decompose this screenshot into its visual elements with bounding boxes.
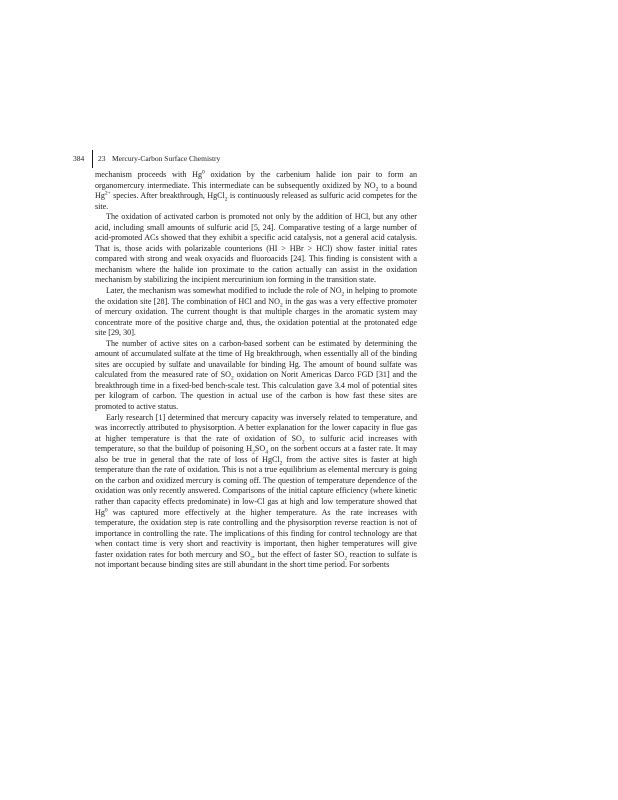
- paragraph-2: The oxidation of activated carbon is promoted not only by the addition of HCl, but any other acid, including small amounts of sulfuric acid [5, 24]. Comparative testing of a large number of acid-promoted ACs showed that they exhibit a specific acid catalysis, not a general acid catalysis. That is, those acids with polarizable counterions (HI > HBr > HCl) show faster initial rates compared with strong and weak oxyacids and fluoroacids [24]. This finding is consistent with a mechanism where the halide ion proximate to the cation actually can assist in the oxidation mechanism by stabilizing the incipient mercurinium ion forming in the transition state.: [95, 212, 417, 285]
- header-rule: [92, 150, 93, 168]
- paragraph-5: Early research [1] determined that mercury capacity was inversely related to temperature, and was incorrectly attributed to physisorption. A better explanation for the lower capacity in flue gas at higher temperature is that the rate of oxidation of $SO_2$ to sulfuric acid increases with temperature, so that the buildup of poisoning $H_2SO_4$ on the sorbent occurs at a faster rate. It may also be true in general that the rate of loss of HgCl$_2$ from the active sites is faster at high temperature than the rate of oxidation. This is not a true equilibrium as elemental mercury is going on the carbon and oxidized mercury is coming off. The question of temperature dependence of the oxidation was only recently answered. Comparisons of the initial capture efficiency (where kinetic rather than capacity effects predominate) in low-Cl gas at high and low temperature showed that Hg$^0$ was captured more effectively at the higher temperature. As the rate increases with temperature, the oxidation step is rate controlling and the physisorption reverse reaction is not of importance in controlling the rate. The implications of this finding for control technology are that when contact time is very short and reactivity is important, then higher temperatures will give faster oxidation rates for both mercury and $SO_2$, but the effect of faster $SO_2$ reaction to sulfate is not important because binding sites are still abundant in the short time period. For sorbents: [95, 412, 418, 570]
- chapter-number: 23: [98, 154, 106, 163]
- chapter-title: Mercury-Carbon Surface Chemistry: [112, 154, 221, 163]
- running-header: [73, 152, 221, 166]
- paragraph-3: Later, the mechanism was somewhat modified to include the role of $NO_2$ in helping to promote the oxidation site [28]. The combination of HCl and $NO_2$ in the gas was a very effective promoter of mercury oxidation. The current thought is that multiple charges in the aromatic system may concentrate more of the positive charge and, thus, the oxidation potential at the protonated edge site [29, 30].: [95, 286, 417, 338]
- body-text: [95, 170, 417, 571]
- paragraph-4: The number of active sites on a carbon-based sorbent can be estimated by determining the amount of accumulated sulfate at the time of Hg breakthrough, when essentially all of the binding sites are occupied by sulfate and unavailable for binding Hg. The amount of bound sulfate was calculated from the measured rate of $SO_2$ oxidation on Norit Americas Darco FGD [31] and the breakthrough time in a fixed-bed bench-scale test. This calculation gave 3.4 mol of potential sites per kilogram of carbon. The question in actual use of the carbon is how fast these sites are promoted to active status.: [95, 338, 417, 412]
- page-number: 384: [73, 154, 85, 163]
- paragraph-1: mechanism proceeds with Hg$^0$ oxidation by the carbenium halide ion pair to form an organomercury intermediate. This intermediate can be subsequently oxidized by $NO_2$ to a bound $Hg^{2+}$ species. After breakthrough, HgCl$_2$ is continuously released as sulfuric acid competes for the site.: [95, 169, 417, 211]
